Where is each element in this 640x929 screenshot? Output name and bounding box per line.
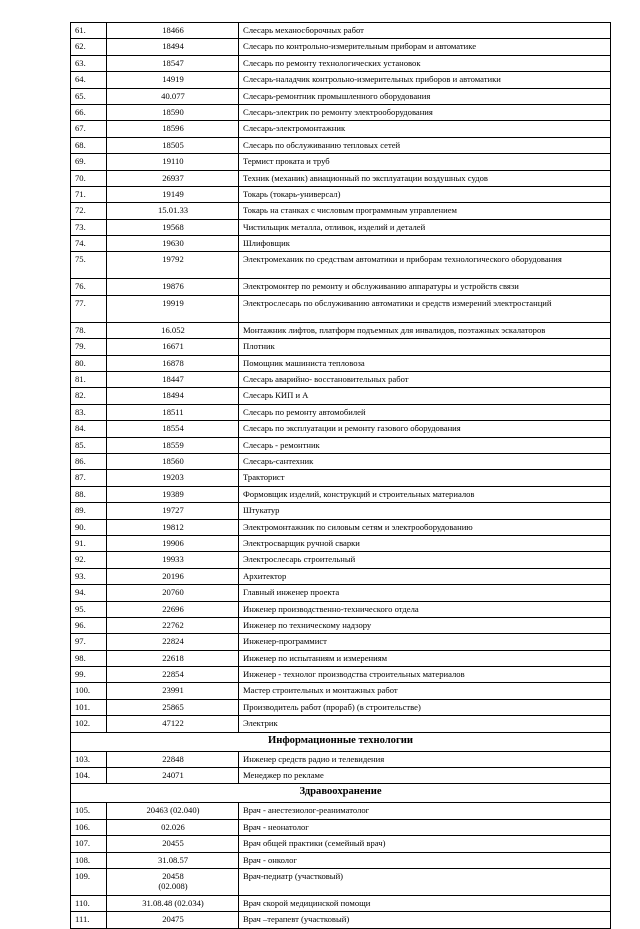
row-profession: Формовщик изделий, конструкций и строительных материалов	[239, 486, 611, 502]
row-profession: Менеджер по рекламе	[239, 768, 611, 784]
row-profession: Инженер - технолог производства строительных материалов	[239, 667, 611, 683]
row-profession: Электрослесарь строительный	[239, 552, 611, 568]
row-number: 92.	[71, 552, 107, 568]
row-code: 16671	[107, 339, 239, 355]
row-code: 15.01.33	[107, 203, 239, 219]
row-profession: Врач - анестезиолог-реаниматолог	[239, 803, 611, 819]
row-profession: Техник (механик) авиационный по эксплуатации воздушных судов	[239, 170, 611, 186]
table-row	[71, 912, 611, 928]
row-number: 88.	[71, 486, 107, 502]
row-profession: Архитектор	[239, 568, 611, 584]
row-number: 101.	[71, 699, 107, 715]
section-heading: Информационные технологии	[71, 732, 611, 751]
row-number: 73.	[71, 219, 107, 235]
row-number: 72.	[71, 203, 107, 219]
row-code: 19792	[107, 252, 239, 279]
row-code: 20455	[107, 836, 239, 852]
table-row	[71, 219, 611, 235]
professions-table-body	[71, 23, 611, 929]
row-profession: Инженер производственно-технического отдела	[239, 601, 611, 617]
row-number: 107.	[71, 836, 107, 852]
row-profession: Плотник	[239, 339, 611, 355]
row-code: 24071	[107, 768, 239, 784]
row-code: 31.08.48 (02.034)	[107, 895, 239, 911]
table-row	[71, 186, 611, 202]
row-profession: Тракторист	[239, 470, 611, 486]
row-code: 22824	[107, 634, 239, 650]
row-number: 103.	[71, 751, 107, 767]
row-code: 19919	[107, 295, 239, 322]
row-code: 18554	[107, 421, 239, 437]
table-row	[71, 23, 611, 39]
row-profession: Врач-педиатр (участковый)	[239, 868, 611, 895]
row-profession: Термист проката и труб	[239, 154, 611, 170]
row-code: 22762	[107, 617, 239, 633]
row-profession: Токарь (токарь-универсал)	[239, 186, 611, 202]
table-row	[71, 421, 611, 437]
table-row	[71, 535, 611, 551]
section-heading: Здравоохранение	[71, 784, 611, 803]
row-number: 94.	[71, 585, 107, 601]
row-profession: Слесарь-наладчик контрольно-измерительных приборов и автоматики	[239, 72, 611, 88]
row-code: 20463 (02.040)	[107, 803, 239, 819]
row-code: 22848	[107, 751, 239, 767]
row-number: 111.	[71, 912, 107, 928]
table-row	[71, 470, 611, 486]
row-profession: Слесарь-электрик по ремонту электрооборудования	[239, 104, 611, 120]
row-code: 23991	[107, 683, 239, 699]
table-row	[71, 154, 611, 170]
table-row	[71, 388, 611, 404]
row-profession: Электросварщик ручной сварки	[239, 535, 611, 551]
row-code: 20458 (02.008)	[107, 868, 239, 895]
section-row	[71, 732, 611, 751]
row-number: 91.	[71, 535, 107, 551]
row-profession: Электромонтажник по силовым сетям и электрооборудованию	[239, 519, 611, 535]
row-profession: Слесарь-ремонтник промышленного оборудования	[239, 88, 611, 104]
row-number: 66.	[71, 104, 107, 120]
table-row	[71, 699, 611, 715]
row-number: 106.	[71, 819, 107, 835]
row-number: 76.	[71, 279, 107, 295]
row-code: 25865	[107, 699, 239, 715]
row-number: 87.	[71, 470, 107, 486]
row-code: 19203	[107, 470, 239, 486]
row-number: 95.	[71, 601, 107, 617]
table-row	[71, 404, 611, 420]
row-code: 18511	[107, 404, 239, 420]
row-number: 98.	[71, 650, 107, 666]
row-code: 22696	[107, 601, 239, 617]
row-code: 02.026	[107, 819, 239, 835]
table-row	[71, 819, 611, 835]
row-number: 96.	[71, 617, 107, 633]
row-profession: Шлифовщик	[239, 236, 611, 252]
row-profession: Производитель работ (прораб) (в строительстве)	[239, 699, 611, 715]
row-profession: Инженер средств радио и телевидения	[239, 751, 611, 767]
row-code: 19630	[107, 236, 239, 252]
row-profession: Инженер-программист	[239, 634, 611, 650]
table-row	[71, 236, 611, 252]
row-code: 18559	[107, 437, 239, 453]
row-code: 22618	[107, 650, 239, 666]
table-row	[71, 486, 611, 502]
table-row	[71, 601, 611, 617]
table-row	[71, 617, 611, 633]
row-code: 19812	[107, 519, 239, 535]
table-row	[71, 121, 611, 137]
row-number: 65.	[71, 88, 107, 104]
row-number: 68.	[71, 137, 107, 153]
row-profession: Мастер строительных и монтажных работ	[239, 683, 611, 699]
table-row	[71, 372, 611, 388]
table-row	[71, 716, 611, 732]
row-code: 20196	[107, 568, 239, 584]
table-row	[71, 453, 611, 469]
table-row	[71, 895, 611, 911]
table-row	[71, 322, 611, 338]
row-profession: Штукатур	[239, 503, 611, 519]
row-number: 64.	[71, 72, 107, 88]
row-code: 31.08.57	[107, 852, 239, 868]
row-code: 18447	[107, 372, 239, 388]
table-row	[71, 203, 611, 219]
row-number: 89.	[71, 503, 107, 519]
table-row	[71, 295, 611, 322]
row-number: 90.	[71, 519, 107, 535]
row-profession: Слесарь-электромонтажник	[239, 121, 611, 137]
row-profession: Инженер по техническому надзору	[239, 617, 611, 633]
row-profession: Электромонтер по ремонту и обслуживанию аппаратуры и устройств связи	[239, 279, 611, 295]
row-number: 102.	[71, 716, 107, 732]
row-code: 19906	[107, 535, 239, 551]
row-number: 97.	[71, 634, 107, 650]
table-row	[71, 104, 611, 120]
table-row	[71, 252, 611, 279]
row-number: 69.	[71, 154, 107, 170]
row-code: 40.077	[107, 88, 239, 104]
row-code: 22854	[107, 667, 239, 683]
row-number: 61.	[71, 23, 107, 39]
table-row	[71, 868, 611, 895]
table-row	[71, 768, 611, 784]
row-code: 19933	[107, 552, 239, 568]
row-code: 14919	[107, 72, 239, 88]
table-row	[71, 836, 611, 852]
row-profession: Врач скорой медицинской помощи	[239, 895, 611, 911]
row-profession: Слесарь по контрольно-измерительным приборам и автоматике	[239, 39, 611, 55]
row-code: 19568	[107, 219, 239, 235]
row-profession: Слесарь КИП и А	[239, 388, 611, 404]
row-profession: Слесарь-сантехник	[239, 453, 611, 469]
row-code: 18505	[107, 137, 239, 153]
row-number: 109.	[71, 868, 107, 895]
row-number: 80.	[71, 355, 107, 371]
row-number: 75.	[71, 252, 107, 279]
professions-table	[70, 22, 611, 929]
row-code: 26937	[107, 170, 239, 186]
table-row	[71, 170, 611, 186]
row-number: 70.	[71, 170, 107, 186]
table-row	[71, 634, 611, 650]
table-row	[71, 667, 611, 683]
row-profession: Помощник машиниста тепловоза	[239, 355, 611, 371]
row-code: 20475	[107, 912, 239, 928]
row-number: 108.	[71, 852, 107, 868]
table-row	[71, 852, 611, 868]
table-row	[71, 503, 611, 519]
row-profession: Слесарь по ремонту технологических установок	[239, 55, 611, 71]
row-number: 110.	[71, 895, 107, 911]
table-row	[71, 803, 611, 819]
row-number: 84.	[71, 421, 107, 437]
row-profession: Электрослесарь по обслуживанию автоматики и средств измерений электростанций	[239, 295, 611, 322]
row-code: 18494	[107, 388, 239, 404]
row-number: 79.	[71, 339, 107, 355]
row-number: 78.	[71, 322, 107, 338]
row-code: 18560	[107, 453, 239, 469]
row-code: 47122	[107, 716, 239, 732]
table-row	[71, 39, 611, 55]
row-number: 67.	[71, 121, 107, 137]
row-profession: Врач общей практики (семейный врач)	[239, 836, 611, 852]
table-row	[71, 751, 611, 767]
row-code: 16878	[107, 355, 239, 371]
table-row	[71, 568, 611, 584]
row-profession: Слесарь по ремонту автомобилей	[239, 404, 611, 420]
row-profession: Главный инженер проекта	[239, 585, 611, 601]
row-profession: Электрик	[239, 716, 611, 732]
row-profession: Слесарь по обслуживанию тепловых сетей	[239, 137, 611, 153]
row-number: 83.	[71, 404, 107, 420]
row-number: 71.	[71, 186, 107, 202]
row-code: 18494	[107, 39, 239, 55]
section-row	[71, 784, 611, 803]
row-profession: Электромеханик по средствам автоматики и приборам технологического оборудования	[239, 252, 611, 279]
row-code: 18547	[107, 55, 239, 71]
table-row	[71, 279, 611, 295]
row-number: 77.	[71, 295, 107, 322]
table-row	[71, 72, 611, 88]
row-profession: Врач –терапевт (участковый)	[239, 912, 611, 928]
row-number: 104.	[71, 768, 107, 784]
row-profession: Слесарь по эксплуатации и ремонту газового оборудования	[239, 421, 611, 437]
row-code: 18590	[107, 104, 239, 120]
row-number: 63.	[71, 55, 107, 71]
row-profession: Слесарь механосборочных работ	[239, 23, 611, 39]
row-number: 93.	[71, 568, 107, 584]
row-number: 86.	[71, 453, 107, 469]
table-row	[71, 552, 611, 568]
table-row	[71, 55, 611, 71]
row-code: 19149	[107, 186, 239, 202]
row-number: 62.	[71, 39, 107, 55]
row-profession: Токарь на станках с числовым программным управлением	[239, 203, 611, 219]
row-code: 18596	[107, 121, 239, 137]
table-row	[71, 339, 611, 355]
table-row	[71, 683, 611, 699]
table-row	[71, 88, 611, 104]
row-code: 20760	[107, 585, 239, 601]
row-number: 85.	[71, 437, 107, 453]
row-code: 18466	[107, 23, 239, 39]
table-row	[71, 437, 611, 453]
row-code: 19110	[107, 154, 239, 170]
row-number: 99.	[71, 667, 107, 683]
row-number: 74.	[71, 236, 107, 252]
row-profession: Монтажник лифтов, платформ подъемных для инвалидов, поэтажных эскалаторов	[239, 322, 611, 338]
table-row	[71, 585, 611, 601]
row-profession: Врач - онколог	[239, 852, 611, 868]
row-code: 19727	[107, 503, 239, 519]
row-code: 19389	[107, 486, 239, 502]
row-number: 100.	[71, 683, 107, 699]
table-row	[71, 650, 611, 666]
row-number: 82.	[71, 388, 107, 404]
row-profession: Слесарь аварийно- восстановительных работ	[239, 372, 611, 388]
row-number: 105.	[71, 803, 107, 819]
row-profession: Врач - неонатолог	[239, 819, 611, 835]
table-row	[71, 137, 611, 153]
row-profession: Слесарь - ремонтник	[239, 437, 611, 453]
table-row	[71, 355, 611, 371]
row-profession: Инженер по испытаниям и измерениям	[239, 650, 611, 666]
row-code: 16.052	[107, 322, 239, 338]
table-row	[71, 519, 611, 535]
row-profession: Чистильщик металла, отливок, изделий и деталей	[239, 219, 611, 235]
row-code: 19876	[107, 279, 239, 295]
row-number: 81.	[71, 372, 107, 388]
